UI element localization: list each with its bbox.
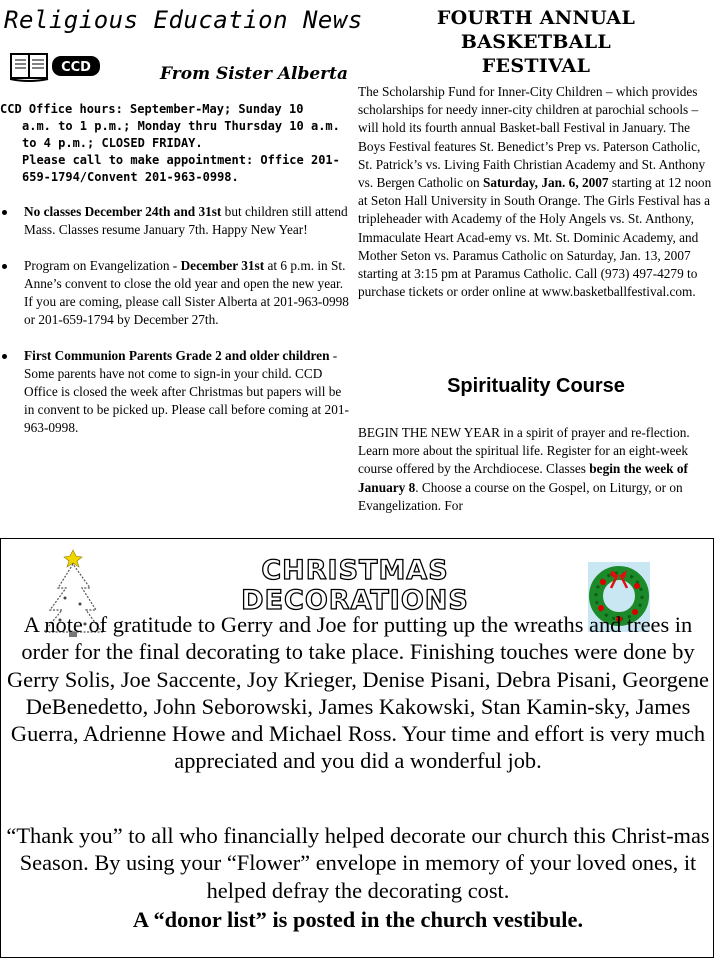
thank-you-paragraph: “Thank you” to all who financially helped decorate our church this Christ-mas Season. By using your “Flower” envelope in memory of your loved ones, it helped defray the decorating cost. xyxy=(6,823,710,903)
office-line-2: a.m. to 1 p.m.; Monday thru Thursday 10 a.m. xyxy=(22,119,340,133)
item-text: - Some parents have not come to sign-in your child. CCD Office is closed the week after Christmas but papers will be in convent to be picked up. Please call before coming at 201-963-0998. xyxy=(24,348,349,435)
office-line-4: Please call to make appointment: Office 201- xyxy=(22,153,340,167)
announcements-list xyxy=(0,203,350,455)
body-text-a: The Scholarship Fund for Inner-City Children – which provides scholarships for needy inner-city children at parochial schools – will hold its fourth annual Basket-ball Festival in January. The Boys Festival features St. Benedict’s Prep vs. Paterson Catholic, St. Patrick’s vs. Living Faith Christian Academy and St. Anthony vs. Bergen Catholic on xyxy=(358,84,706,191)
office-line-5: 659-1794/Convent 201-963-0998. xyxy=(22,170,239,184)
gratitude-paragraph: A note of gratitude to Gerry and Joe for putting up the wreaths and trees in order for the final decorating to take place. Finishing touches were done by Gerry Solis, Joe Saccente, Joy Krieger, Denise Pisani, Debra Pisani, Georgene DeBenedetto, John Seborowski, James Kakowski, Stan Kamin-sky, James Guerra, Adrienne Howe and Michael Ross. Your time and effort is very much appreciated and you did a wonderful job. xyxy=(7,612,709,774)
title-line-2: DECORATIONS xyxy=(241,585,469,616)
religious-education-title: Religious Education News xyxy=(4,6,363,34)
body-bold: begin the week of January 8 xyxy=(358,461,688,495)
title-line-1: CHRISTMAS xyxy=(261,555,449,586)
item-pre: Program on Evangelization - xyxy=(24,258,181,273)
christmas-decorations-title xyxy=(220,556,490,616)
bullet-icon xyxy=(2,210,7,215)
item-bold: First Communion Parents Grade 2 and older children xyxy=(24,348,330,363)
item-text: but children still attend Mass. Classes resume January 7th. Happy New Year! xyxy=(24,204,348,237)
body-text-a: BEGIN THE NEW YEAR in a spirit of prayer and re-flection. Learn more about the spiritual life. Register for an eight-week course offered by the Archdiocese. Classes xyxy=(358,425,690,477)
book-ccd-logo-icon xyxy=(10,50,102,82)
list-item xyxy=(0,347,350,437)
item-bold: December 31st xyxy=(180,258,265,273)
title-line-1: FOURTH ANNUAL BASKETBALL xyxy=(436,7,636,53)
office-line-3: to 4 p.m.; CLOSED FRIDAY. xyxy=(22,136,203,150)
basketball-festival-body xyxy=(358,83,714,301)
from-sister-alberta: From Sister Alberta xyxy=(160,64,348,84)
ccd-logo-text: CCD xyxy=(61,60,91,75)
item-text: at 6 p.m. in St. Anne’s convent to close the old year and open the new year. If you are coming, please call Sister Alberta at 201-963-0998 or 201-659-1794 by December 27th. xyxy=(24,258,349,327)
spirituality-course-body xyxy=(358,424,714,515)
title-line-2: FESTIVAL xyxy=(481,55,591,77)
body-date-bold: Saturday, Jan. 6, 2007 xyxy=(482,175,609,191)
donor-list-notice: A “donor list” is posted in the church vestibule. xyxy=(132,907,584,932)
office-line-1: CCD Office hours: September-May; Sunday 10 xyxy=(0,102,304,116)
list-item xyxy=(0,203,350,239)
body-text-b: starting at 12 noon at Seton Hall University in South Orange. The Girls Festival has a tripleheader with Academy of the Holy Angels vs. St. Anthony, Immaculate Heart Acad-emy vs. Mt. St. Dominic Academy, and Mother Seton vs. Paramus Catholic on Saturday, Jan. 13, 2007 starting at 3:15 pm at Paramus Catholic. Call (973) 497-4279 to purchase tickets or order online at www.basketballfestival.com. xyxy=(358,175,712,300)
item-bold: No classes December 24th and 31st xyxy=(24,204,222,219)
list-item xyxy=(0,257,350,329)
basketball-festival-title xyxy=(360,6,712,78)
bullet-icon xyxy=(2,264,7,269)
body-text-b: . Choose a course on the Gospel, on Liturgy, or on Evangelization. For xyxy=(358,479,683,513)
ccd-office-hours xyxy=(0,101,348,186)
spirituality-course-title: Spirituality Course xyxy=(447,375,625,397)
bullet-icon xyxy=(2,354,7,359)
